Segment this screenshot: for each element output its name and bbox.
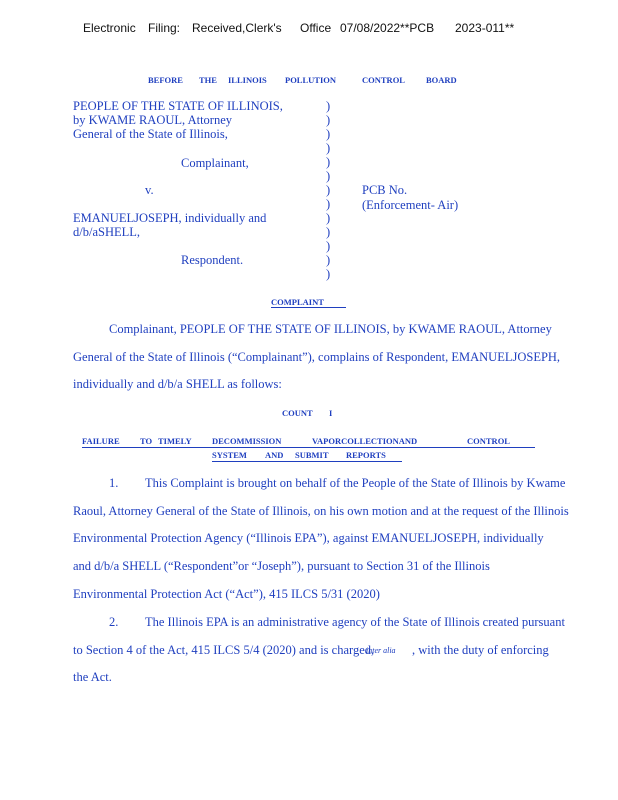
caption-respondent-line1: EMANUELJOSEPH, individually and xyxy=(73,211,267,225)
count-sub2-w3: SUBMIT xyxy=(295,450,329,460)
caption-paren: ) xyxy=(326,99,331,113)
p2-line2a: to Section 4 of the Act, 415 ILCS 5/4 (2020) and is charged, xyxy=(73,643,375,657)
caption-complainant-line1: PEOPLE OF THE STATE OF ILLINOIS, xyxy=(73,99,283,113)
board-title-control: CONTROL xyxy=(362,75,405,85)
caption-paren: ) xyxy=(326,211,331,225)
p2-line3: the Act. xyxy=(73,670,112,684)
header-filing: Filing: xyxy=(148,21,181,35)
p2-number: 2. xyxy=(109,615,119,629)
caption-paren: ) xyxy=(326,267,331,281)
header-received: Received,Clerk's xyxy=(192,21,282,35)
p1-line3: Environmental Protection Agency (“Illinois EPA”), against EMANUELJOSEPH, individually xyxy=(73,531,544,545)
caption-paren: ) xyxy=(326,197,331,211)
caption-paren: ) xyxy=(326,113,331,127)
p1-line2: Raoul, Attorney General of the State of Illinois, on his own motion and at the request of the Illinois xyxy=(73,504,569,518)
count-sub1-w2: TO xyxy=(140,436,153,446)
board-title-pollution: POLLUTION xyxy=(285,75,337,85)
intro-line1: Complainant, PEOPLE OF THE STATE OF ILLINOIS, by KWAME RAOUL, Attorney xyxy=(109,322,552,336)
caption-paren: ) xyxy=(326,225,331,239)
caption-respondent-role: Respondent. xyxy=(181,253,244,267)
board-title-before: BEFORE xyxy=(148,75,183,85)
board-title-the: THE xyxy=(199,75,217,85)
count-sub1-w5: VAPORCOLLECTIONAND xyxy=(312,436,418,446)
caption-pcb-no: PCB No. xyxy=(362,183,408,197)
count-sub1-underline xyxy=(82,447,535,448)
count-sub2-w2: AND xyxy=(265,450,284,460)
p1-line1: This Complaint is brought on behalf of the People of the State of Illinois by Kwame xyxy=(145,476,566,490)
complaint-heading: COMPLAINT xyxy=(271,297,346,308)
count-sub2-w4: REPORTS xyxy=(346,450,386,460)
caption-versus: v. xyxy=(145,183,154,197)
caption-enforcement: (Enforcement- Air) xyxy=(362,198,459,212)
header-electronic: Electronic xyxy=(83,21,136,35)
caption-paren: ) xyxy=(326,141,331,155)
p2-line1: The Illinois EPA is an administrative agency of the State of Illinois created pursuant xyxy=(145,615,565,629)
caption-paren: ) xyxy=(326,253,331,267)
count-sub2-w1: SYSTEM xyxy=(212,450,247,460)
count-sub1-w1: FAILURE xyxy=(82,436,120,446)
header-date: 07/08/2022**PCB xyxy=(340,21,435,35)
count-sub1-w4: DECOMMISSION xyxy=(212,436,282,446)
caption-paren: ) xyxy=(326,183,331,197)
intro-line3: individually and d/b/a SHELL as follows: xyxy=(73,377,282,391)
p1-number: 1. xyxy=(109,476,119,490)
p2-inter-alia: inter alia xyxy=(366,646,396,655)
caption-paren: ) xyxy=(326,127,331,141)
count-sub2-underline xyxy=(212,461,402,462)
caption-paren: ) xyxy=(326,155,331,169)
caption-respondent-line2: d/b/aSHELL, xyxy=(73,225,141,239)
count-numeral: I xyxy=(329,408,333,418)
caption-complainant-line3: General of the State of Illinois, xyxy=(73,127,228,141)
board-title-illinois: ILLINOIS xyxy=(228,75,267,85)
count-title: COUNT xyxy=(282,408,313,418)
p1-line5: Environmental Protection Act (“Act”), 415 ILCS 5/31 (2020) xyxy=(73,587,380,601)
caption-paren: ) xyxy=(326,169,331,183)
caption-complainant-line2: by KWAME RAOUL, Attorney xyxy=(73,113,233,127)
p2-line2c: , with the duty of enforcing xyxy=(412,643,549,657)
count-sub1-w3: TIMELY xyxy=(158,436,192,446)
board-title-board: BOARD xyxy=(426,75,457,85)
p1-line4: and d/b/a SHELL (“Respondent”or “Joseph”), pursuant to Section 31 of the Illinois xyxy=(73,559,490,573)
header-number: 2023-011** xyxy=(455,21,515,35)
header-office: Office xyxy=(300,21,332,35)
caption-complainant-role: Complainant, xyxy=(181,156,249,170)
intro-line2: General of the State of Illinois (“Complainant”), complains of Respondent, EMANUELJOSEPH, xyxy=(73,350,561,364)
count-sub1-w6: CONTROL xyxy=(467,436,510,446)
caption-paren: ) xyxy=(326,239,331,253)
